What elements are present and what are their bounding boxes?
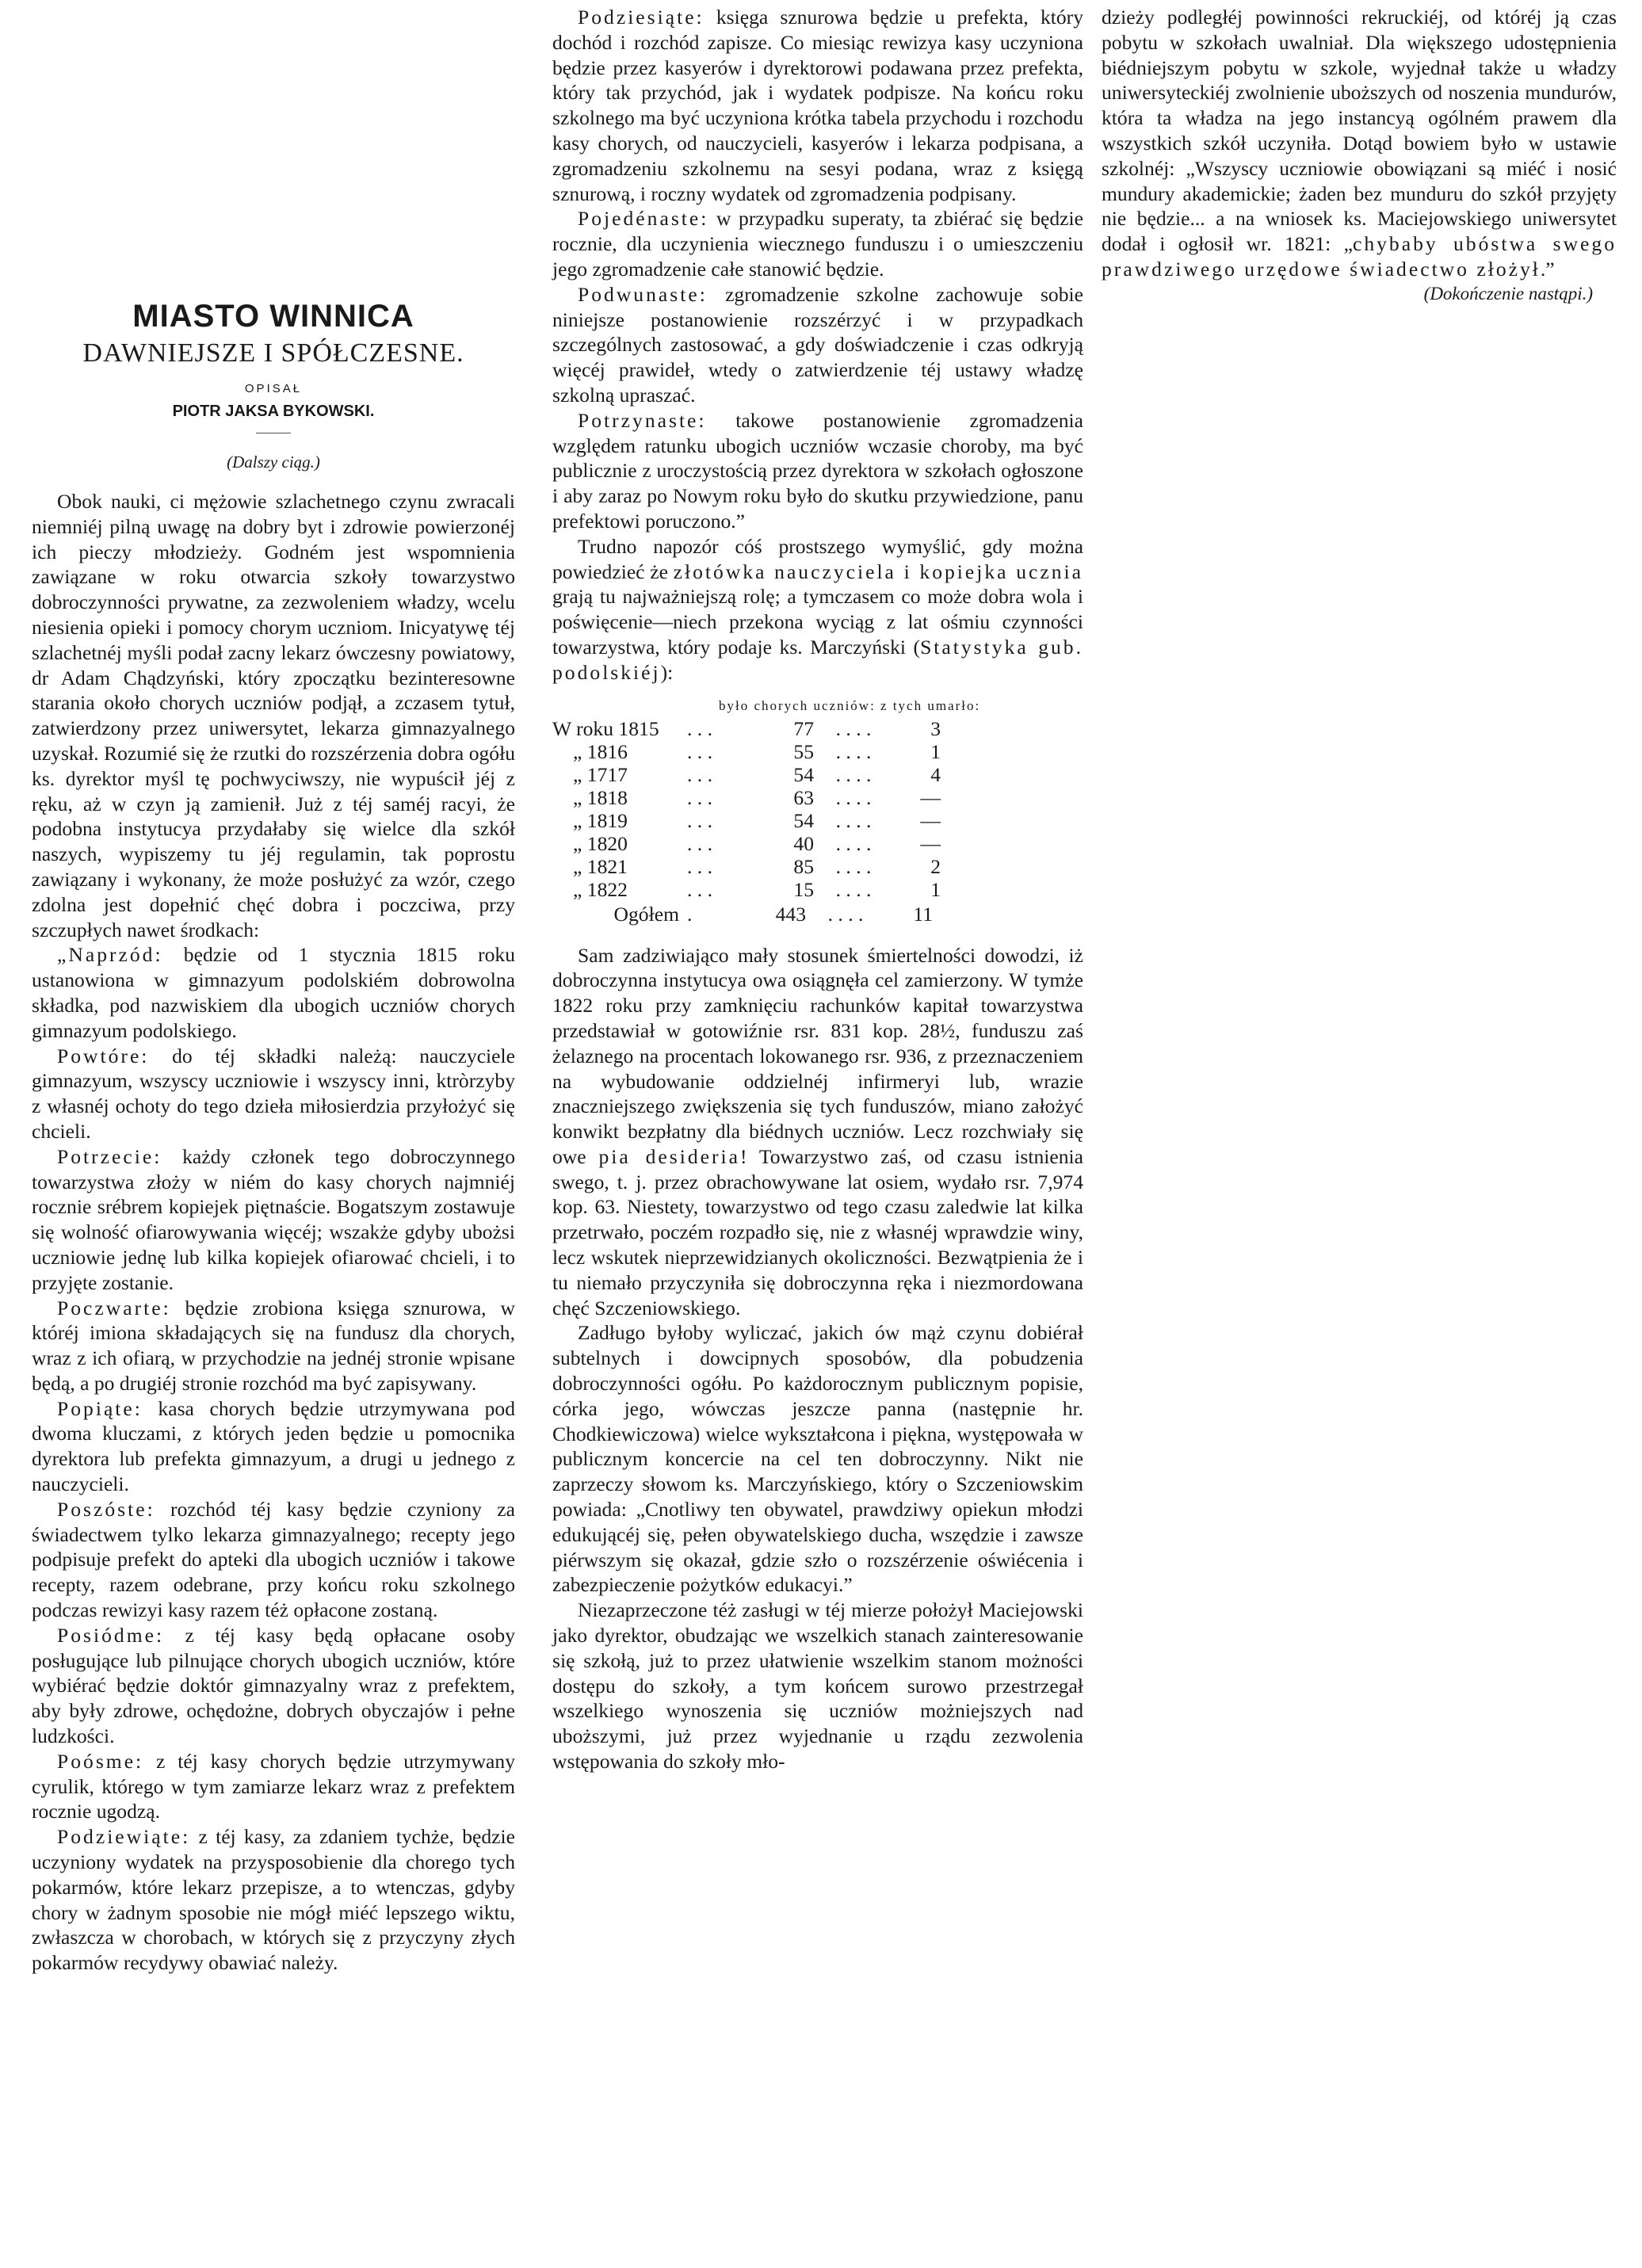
paragraph [32,1144,515,1296]
row-year: 1815 [618,716,659,740]
item-label: Popiąte: [57,1396,143,1420]
item-text: kasa chorych będzie utrzymywana pod dwoma kluczami, z których jeden będzie u pomocnika dyrektora lub prefekta gimnazyum, a drugi u jednego z nauczycieli. [32,1396,515,1496]
text-run: ): [660,660,674,684]
paragraph [552,206,1083,281]
row-dots: . . . [687,739,712,763]
row-dots: . . . [687,716,712,740]
item-text: z téj kasy chorych będzie utrzymywany cyrulik, którego w tym zamiarze lekarz wraz z prefektem rocznie ugodzą. [32,1749,515,1823]
statistics-rows [552,717,1083,901]
item-label: Potrzecie: [57,1144,162,1168]
row-dots: . . . . [835,785,872,809]
statistics-row [552,832,1083,855]
paragraph: Niezaprzeczone téż zasługi w téj mierze położył Maciejowski jako dyrektor, obudzając we wszelkich stanach zainteresowanie się szkołą, już to przez ułatwienie wszelkim stanom możności dostępu do szkoły, a tym końcem surowo przestrzegał wszelkiego wynoszenia się uczniów możniejszych nad uboższymi, już przez wyjednanie u rządu zezwolenia wstępowania do szkoły mło- [552,1598,1083,1774]
row-died: — [920,785,941,809]
item-text: z téj kasy, za zdaniem tychże, będzie uczyniony wydatek na przysposobienie dla chorego tych pokarmów, które lekarz przepisze, a to wtenczas, gdyby chory w żadnym sposobie nie mógł miéć lepszego wiktu, zwłaszcza w chorobach, w których się z przyczyny złych pokarmów recydywy obawiać należy. [32,1825,515,1975]
row-year: 1821 [586,854,628,878]
statistics-row [552,809,1083,832]
row-sick: 15 [793,877,814,901]
item-label: Poósme: [57,1749,144,1773]
article-subtitle: DAWNIEJSZE I SPÓŁCZESNE. [82,338,464,368]
row-prefix: „ 1820 [573,831,628,855]
item-label: Podwunaste: [578,282,708,306]
text-run: grają tu najważniejszą rolę; a tymczasem co może dobra wola i poświęcenie—niech przekona wyciąg z lat ośmiu czynności towarzystwa, który podaje ks. Marczyński ( [552,585,1083,659]
paragraph [32,942,515,1043]
text-run: dzieży podległéj powinności rekruckiéj, od któréj ją czas pobytu w szkołach uwalniał. Dla większego udostępnienia biédniejszym pobytu w szkole, wyjednał także u władzy uniwersyteckiéj zwolnienie uboższych od noszenia mundurów, która ta władza na jego instancyą ogólném prawem dla wszystkich szkół uczyniła. Dotąd bowiem było w ustawie szkolnéj: „Wszyscy uczniowie obowiązani są miéć i nosić mundury akademickie; żaden bez munduru do szkół przyjęty nie będzie... a na wniosek ks. Maciejowskiego uniwersytet dodał i ogłosił wr. 1821: „ [1102,6,1617,256]
article-title: MIASTO WINNICA [132,299,414,334]
column-2 [552,5,1083,1774]
paragraph [552,282,1083,408]
row-died: 1 [930,877,941,901]
item-text: zgromadzenie szkolne zachowuje sobie niniejsze postanowienie rozszérzyć i w przypadkach szczególnych zastosować, a gdy doświadczenie i czas odkryją więcéj prawideł, wtedy o zatwierdzenie téj ustawy władzę szkolną upraszać. [552,282,1083,407]
row-sick: 40 [793,831,814,855]
row-prefix: „ 1816 [573,739,628,763]
paragraph [1102,5,1617,282]
continued-note: (Dalszy ciąg.) [227,452,320,472]
row-prefix: „ 1819 [573,808,628,832]
item-label: Podziesiąte: [578,6,705,29]
column-3 [1102,5,1617,306]
item-text: będzie od 1 stycznia 1815 roku ustanowiona w gimnazyum podolskiém dobrowolna składka, pod nazwiskiem dla ubogich uczniów chorych gimnazyum podolskiego. [32,943,515,1042]
text-run: Sam zadziwiająco mały stosunek śmiertelności dowodzi, iż dobroczynna instytucya owa osiągnęła cel zamierzony. W tymże 1822 roku przy zamknięciu rachunków kapitał towarzystwa przedstawiał w gotowiźnie rsr. 831 kop. 28½, funduszu zaś żelaznego na procentach lokowanego rsr. 936, z przeznaczeniem na wybudowanie oddzielnéj infirmeryi lub, wrazie znaczniejszego zwiększenia się tych funduszów, miano założyć konwikt bezpłatny dla biédnych uczniów. Lecz rozchwiały się owe [552,943,1083,1168]
paragraph [32,1497,515,1623]
byline-label: OPISAŁ [244,382,303,395]
row-dots: . . . . [835,854,872,878]
item-text: księga sznurowa będzie u prefekta, który dochód i rozchód zapisze. Co miesiąc rewizya kasy uczyniona będzie przez kasyerów i dyrektorowi podawana przez prefekta, który tak przychód, jak i wydatek podpisze. Na końcu roku szkolnego ma być uczyniona krótka tabela przychodu i rozchodu kasy chorych, od nauczycieli, kasyerów i lekarza podpisana, a zgromadzeniu szkolnemu na sesyi podana, wraz z księgą sznurową, i roczny wydatek od zgromadzenia podpisany. [552,6,1083,205]
row-died: 3 [930,716,941,740]
item-text: z téj kasy będą opłacane osoby posługujące lub pilnujące chorych ubogich uczniów, które wybiérać będzie doktór gimnazyalny wraz z prefektem, aby były zdrowe, ochędożne, dobrych obyczajów i pełne ludzkości. [32,1623,515,1748]
row-died: — [920,808,941,832]
item-text: takowe postanowienie zgromadzenia względem ratunku ubogich uczniów wczasie choroby, ma być publicznie z uroczystością przez dyrektora w szkołach ogłoszone i aby zaraz po Nowym roku było do skutku przywiedzione, panu prefektowi poruczono.” [552,408,1083,533]
continuation-note: (Dokończenie nastąpi.) [1423,283,1593,304]
paragraph: Zadługo byłoby wyliczać, jakich ów mąż czynu dobiérał subtelnych i dowcipnych sposobów, dla pobudzenia dobroczynności ogółu. Po każdorocznym publicznym popisie, córka jego, wówczas jeszcze panna (następnie hr. Chodkiewiczowa) wielce wykształcona i piękna, występowała w publicznym koncercie na cel ten dobroczynny. Nikt nie zaprzeczy słowom ks. Marczyńskiego, który o Szczeniowskim powiada: „Cnotliwy ten obywatel, prawdziwy opiekun młodzi edukującéj się, pełen obywatelskiego ducha, wszędzie i zawsze piérwszym się okazał, gdzie szło o rozszérzenie oświécenia i zabezpieczenie pożytków edukacyi.” [552,1321,1083,1597]
row-year: 1717 [586,762,628,786]
item-label: Pojedénaste: [578,207,709,231]
item-text: do téj składki należą: nauczyciele gimnazyum, wszyscy uczniowie i wszyscy inni, ktròrzyby z własnéj ochoty do tego dzieła miłosierdzia przyłożyć się chcieli. [32,1044,515,1143]
item-text: w przypadku superaty, ta zbiérać się będzie rocznie, dla uczynienia wiecznego funduszu i o umieszczeniu jego zgromadzenie całe stanowić będzie. [552,207,1083,281]
row-dots: . . . . [835,808,872,832]
row-sick: 54 [793,808,814,832]
author-name: PIOTR JAKSA BYKOWSKI. [172,403,375,420]
statistics-total-row: Ogółem . 443 . . . . 11 [552,903,1083,926]
row-prefix: „ 1818 [573,785,628,809]
row-prefix: „ 1821 [573,854,628,878]
statistics-row [552,786,1083,809]
item-label: Potrzynaste: [578,408,707,432]
row-dots: . . . . [835,877,872,901]
text-run: Trudno napozór cóś prostszego wymyślić, gdy można powiedzieć że [552,534,1083,583]
item-label: Posiódme: [57,1623,165,1647]
statistics-row [552,740,1083,763]
emphasis: Statystyka gub. podolskiéj [552,635,1084,684]
paragraph [552,534,1083,685]
item-label: Poczwarte: [57,1296,171,1319]
item-text: rozchód téj kasy będzie czyniony za świadectwem tylko lekarza gimnazyalnego; recepty jego podpisuje prefekt do apteki dla ubogich uczniów i takowe recepty, razem odebrane, przy końcu roku szkolnego podczas rewizyi kasy razem téż opłacone zostaną. [32,1497,515,1622]
column-1 [32,5,515,1976]
row-died: 2 [930,854,941,878]
row-dots: . . . . [835,716,872,740]
row-year: 1818 [586,785,628,809]
emphasis: chybaby ubóstwa swego prawdziwego urzędowe świadectwo złożył [1102,232,1617,281]
row-dots: . . . . [835,762,872,786]
statistics-header: było chorych uczniów: z tych umarło: [719,697,981,713]
paragraph [32,1396,515,1497]
row-dots: . . . . [835,831,872,855]
item-label: Podziewiąte: [57,1825,191,1849]
text-run: .” [1540,257,1555,281]
total-died: 11 [913,902,933,926]
paragraph [32,1044,515,1144]
row-died: 1 [930,739,941,763]
paragraph [32,1824,515,1976]
paragraph [552,943,1083,1321]
row-dots: . . . [687,785,712,809]
row-year: 1822 [586,877,628,901]
row-dots: . . . . [835,739,872,763]
statistics-row [552,717,1083,740]
row-sick: 54 [793,762,814,786]
row-dots: . . . [687,854,712,878]
row-sick: 77 [793,716,814,740]
row-prefix: W roku 1815 [552,716,659,740]
emphasis: złotówka nauczyciela i kopiejka ucznia [673,559,1083,583]
paragraph: Obok nauki, ci mężowie szlachetnego czynu zwracali niemniéj pilną uwagę na dobry byt i zdrowie powierzonéj ich pieczy młodzieży. Godném jest wspomnienia zawiązane w roku otwarcia szkoły towarzystwo dobroczynności prywatne, za zezwoleniem władzy, wcelu niesienia opieki i pomocy chorym uczniom. Inicyatywę téj szlachetnéj myśli podał zacny lekarz ówczesny powiatowy, dr Adam Chądzyński, który zpoczątku bezinteresowne starania około chorych uczniów podjął, a zczasem tytuł, zatwierdzony przez uniwersytet, lekarza gimnazyalnego uzyskał. Rozumié się że rzutki do rozszérzenia dobra ogółu ks. dyrektor myśl tę pochwyciwszy, nie wypuścił jéj z ręku, aż w czyn ją zamienił. Już z téj saméj racyi, że podobna instytucya przydałaby się wielce dla szkół naszych, wypiszemy tu jéj regulamin, tak poprostu zawiązany i wykonany, że może posłużyć za wzór, czego zdolna jest dopełnić chęć dobra i poczciwa, przy szczupłych nawet środkach: [32,490,515,941]
row-year: 1820 [586,831,628,855]
statistics-row [552,855,1083,878]
item-text: będzie zrobiona księga sznurowa, w któréj imiona składających się na fundusz dla chorych, wraz z ich ofiarą, w przychodzie na jednéj stronie wpisane będą, a po drugiéj stronie rozchód ma być zapisywany. [32,1296,515,1395]
row-sick: 63 [793,785,814,809]
article-heading [32,5,515,473]
statistics-row [552,878,1083,901]
total-sick: 443 [775,902,806,926]
item-text: każdy członek tego dobroczynnego towarzystwa złoży w niém do kasy chorych najmniéj rocznie srébrem kopiejek piętnaście. Bogatszym zostawuje się wolność ofiarowywania więcéj; wszakże gdyby ubożsi uczniowie jednę lub kilka kopiejek ofiarować chcieli, i to przyjęte zostanie. [32,1144,515,1294]
row-sick: 55 [793,739,814,763]
text-run: ! Towarzystwo zaś, od czasu istnienia swego, t. j. przez obrachowywane lat osiem, wydało rsr. 7,974 kop. 63. Niestety, towarzystwo od tego czasu zaledwie lat kilka przetrwało, poczém rozpadło się, nie z własnéj wprawdzie winy, lecz wskutek nieprzewidzianych okoliczności. Bezwątpienia że i tu niemało przyczyniła się dobroczynna ręka i niezmordowana chęć Szczeniowskiego. [552,1144,1083,1319]
row-year: 1819 [586,808,628,832]
row-dots: . . . [687,762,712,786]
row-dots: . . . [687,831,712,855]
row-dots: . . . [687,808,712,832]
statistics-row [552,763,1083,786]
total-label: Ogółem [613,902,679,926]
paragraph [32,1623,515,1749]
row-sick: 85 [793,854,814,878]
row-died: 4 [930,762,941,786]
paragraph [552,5,1083,206]
paragraph [32,1749,515,1824]
paragraph [32,1296,515,1396]
row-year: 1816 [586,739,628,763]
row-died: — [920,831,941,855]
emphasis: pia desideria [598,1144,740,1168]
item-label: Powtóre: [57,1044,150,1067]
statistics-table [552,698,1083,926]
item-label: „Naprzód: [57,943,163,967]
paragraph [552,408,1083,534]
row-prefix: „ 1822 [573,877,628,901]
row-dots: . . . [687,877,712,901]
row-prefix: „ 1717 [573,762,628,786]
item-label: Poszóste: [57,1497,155,1521]
